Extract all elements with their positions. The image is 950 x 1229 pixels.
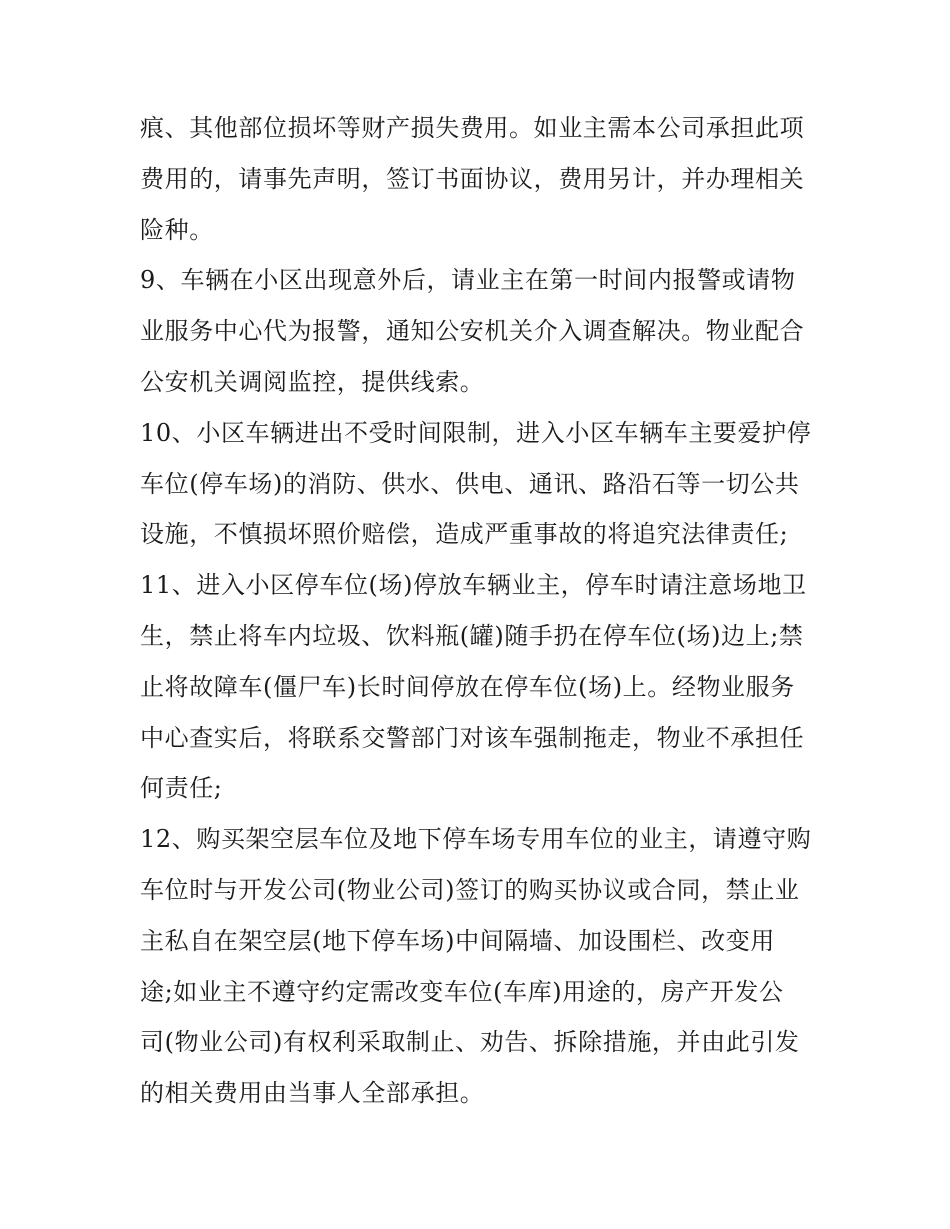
text-line: 中心查实后，将联系交警部门对该车强制拖走，物业不承担任 — [140, 723, 805, 752]
text-line: 何责任; — [140, 774, 223, 803]
text-line: 险种。 — [140, 215, 214, 244]
text-line: 费用的，请事先声明，签订书面协议，费用另计，并办理相关 — [140, 164, 805, 193]
text-line-item-12: 12、购买架空层车位及地下停车场专用车位的业主，请遵守购 — [140, 825, 812, 854]
text-line-item-11: 11、进入小区停车位(场)停放车辆业主，停车时请注意场地卫 — [140, 571, 807, 600]
text-line-item-9: 9、车辆在小区出现意外后，请业主在第一时间内报警或请物 — [140, 266, 796, 295]
text-line: 途;如业主不遵守约定需改变车位(车库)用途的，房产开发公 — [140, 977, 784, 1006]
text-line: 生，禁止将车内垃圾、饮料瓶(罐)随手扔在停车位(场)边上;禁 — [140, 621, 804, 650]
text-line: 止将故障车(僵尸车)长时间停放在停车位(场)上。经物业服务 — [140, 672, 795, 701]
text-line: 公安机关调阅监控，提供线索。 — [140, 367, 485, 396]
text-line: 的相关费用由当事人全部承担。 — [140, 1079, 485, 1108]
document-page — [140, 108, 820, 1124]
text-line: 车位时与开发公司(物业公司)签订的购买协议或合同，禁止业 — [140, 875, 800, 904]
text-line: 痕、其他部位损坏等财产损失费用。如业主需本公司承担此项 — [140, 114, 805, 142]
text-line: 设施，不慎损坏照价赔偿，造成严重事故的将追究法律责任; — [140, 520, 789, 549]
text-line: 主私自在架空层(地下停车场)中间隔墙、加设围栏、改变用 — [140, 926, 775, 955]
text-line: 司(物业公司)有权利采取制止、劝告、拆除措施，并由此引发 — [140, 1028, 800, 1057]
text-line: 车位(停车场)的消防、供水、供电、通讯、路沿石等一切公共 — [140, 469, 800, 498]
text-line: 业服务中心代为报警，通知公安机关介入调查解决。物业配合 — [140, 317, 805, 346]
text-line-item-10: 10、小区车辆进出不受时间限制，进入小区车辆车主要爱护停 — [140, 418, 812, 447]
